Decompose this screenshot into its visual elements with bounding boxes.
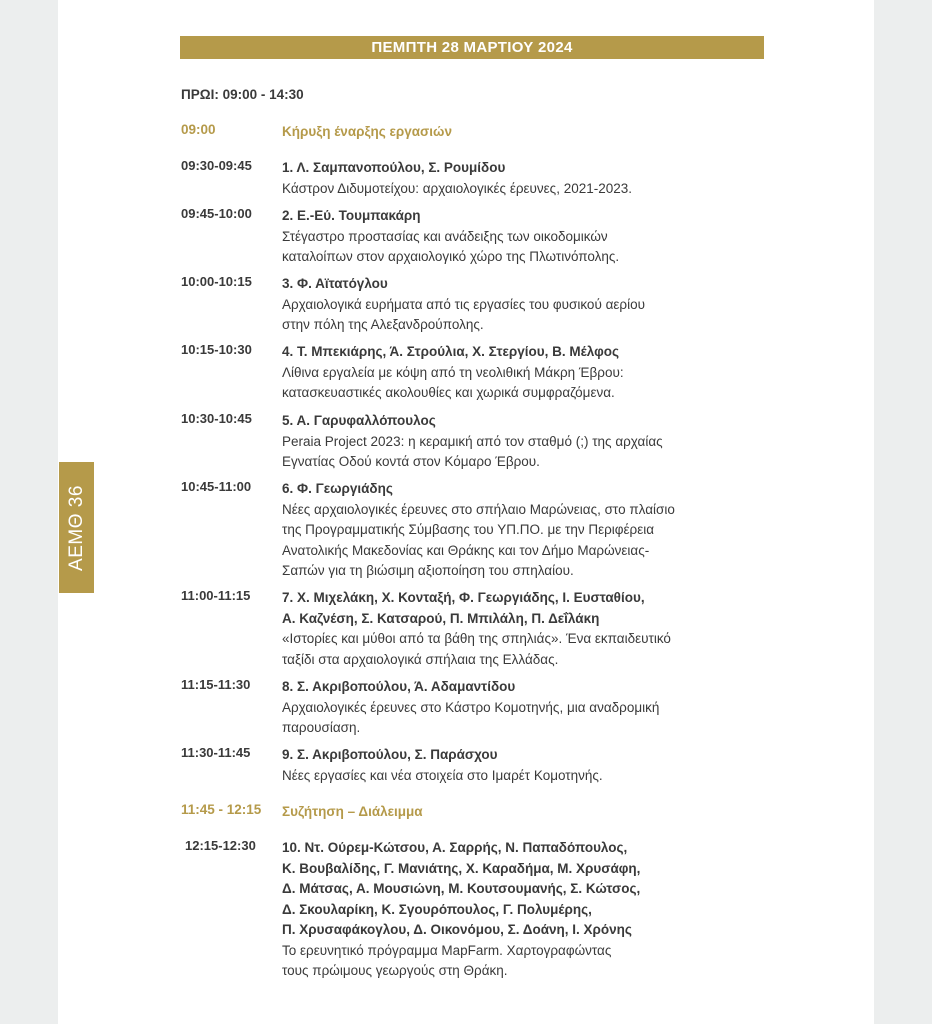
entry-title: Αρχαιολογικά ευρήματα από τις εργασίες του φυσικού αερίου στην πόλη της Αλεξανδρούπολης. [282,296,645,332]
entry-label: Κήρυξη έναρξης εργασιών [282,124,452,139]
entry-authors: 5. Α. Γαρυφαλλόπουλος [282,413,436,428]
entry-title: Κάστρον Διδυμοτείχου: αρχαιολογικές έρευνες, 2021-2023. [282,180,633,196]
entry-time: 09:30-09:45 [181,158,252,173]
entry-time: 11:15-11:30 [181,677,251,692]
entry-time: 11:30-11:45 [181,745,251,760]
entry-title: «Ιστορίες και μύθοι από τα βάθη της σπηλιάς». Ένα εκπαιδευτικό ταξίδι στα αρχαιολογικά σπήλαια της Ελλάδας. [282,631,671,667]
entry-authors: 1. Λ. Σαμπανοπούλου, Σ. Ρουμίδου [282,160,506,175]
entry-authors: 9. Σ. Ακριβοπούλου, Σ. Παράσχου [282,747,498,762]
side-tab-label: ΑΕΜΘ 36 [65,484,87,571]
side-tab [59,462,94,593]
entry-title: Νέες αρχαιολογικές έρευνες στο σπήλαιο Μαρώνειας, στο πλαίσιο της Προγραμματικής Σύμβασης του ΥΠ.ΠΟ. με την Περιφέρεια Ανατολικής Μακεδονίας και Θράκης και τον Δήμο Μαρώνειας- Σαπών για τη βιώσιμη αξιοποίηση του σπηλαίου. [282,501,675,578]
session-label: ΠΡΩΙ: 09:00 - 14:30 [181,87,304,102]
entry-title: Στέγαστρο προστασίας και ανάδειξης των οικοδομικών καταλοίπων στον αρχαιολογικό χώρο της Πλωτινόπολης. [282,228,620,264]
entry-time: 11:45 - 12:15 [181,802,262,817]
entry-time: 11:00-11:15 [181,588,251,603]
entry-title: Peraia Project 2023: η κεραμική από τον σταθμό (;) της αρχαίας Εγνατίας Οδού κοντά στον Κόμαρο Έβρου. [282,433,663,469]
entry-time: 10:00-10:15 [181,274,252,289]
entry-title: Το ερευνητικό πρόγραμμα MapFarm. Χαρτογραφώντας τους πρώιμους γεωργούς στη Θράκη. [282,942,612,978]
entry-time: 12:15-12:30 [185,838,256,853]
entry-label: Συζήτηση – Διάλειμμα [282,804,423,819]
entry-time: 10:45-11:00 [181,479,252,494]
entry-time: 09:45-10:00 [181,206,252,221]
entry-title: Λίθινα εργαλεία με κόψη από τη νεολιθική Μάκρη Έβρου: κατασκευαστικές ακολουθίες και χωρικά συμφραζόμενα. [282,364,624,400]
entry-authors: 3. Φ. Αϊτατόγλου [282,276,388,291]
entry-authors: 7. Χ. Μιχελάκη, Χ. Κονταξή, Φ. Γεωργιάδης, Ι. Ευσταθίου, Α. Καζνέση, Σ. Κατσαρού, Π. Μπιλάλη, Π. Δεΐλάκη [282,590,645,626]
entry-authors: 10. Ντ. Ούρεμ-Κώτσου, Α. Σαρρής, Ν. Παπαδόπουλος, Κ. Βουβαλίδης, Γ. Μανιάτης, Χ. Καραδήμα, Μ. Χρυσάφη, Δ. Μάτσας, Α. Μουσιώνη, Μ. Κουτσουμανής, Σ. Κώτσος, Δ. Σκουλαρίκη, Κ. Σγουρόπουλος, Γ. Πολυμέρης, Π. Χρυσαφάκογλου, Δ. Οικονόμου, Σ. Δοάνη, Ι. Χρόνης [282,840,641,937]
entry-title: Νέες εργασίες και νέα στοιχεία στο Ιμαρέτ Κομοτηνής. [282,767,603,783]
entry-authors: 6. Φ. Γεωργιάδης [282,481,393,496]
entry-time: 10:15-10:30 [181,342,252,357]
entry-time: 10:30-10:45 [181,411,252,426]
entry-authors: 4. Τ. Μπεκιάρης, Ά. Στρούλια, Χ. Στεργίου, Β. Μέλφος [282,344,619,359]
date-banner: ΠΕΜΠΤΗ 28 ΜΑΡΤΙΟΥ 2024 [180,36,764,59]
entry-title: Αρχαιολογικές έρευνες στο Κάστρο Κομοτηνής, μια αναδρομική παρουσίαση. [282,699,660,735]
entry-time: 09:00 [181,122,216,137]
entry-authors: 8. Σ. Ακριβοπούλου, Ά. Αδαμαντίδου [282,679,516,694]
entry-authors: 2. Ε.-Εύ. Τουμπακάρη [282,208,421,223]
